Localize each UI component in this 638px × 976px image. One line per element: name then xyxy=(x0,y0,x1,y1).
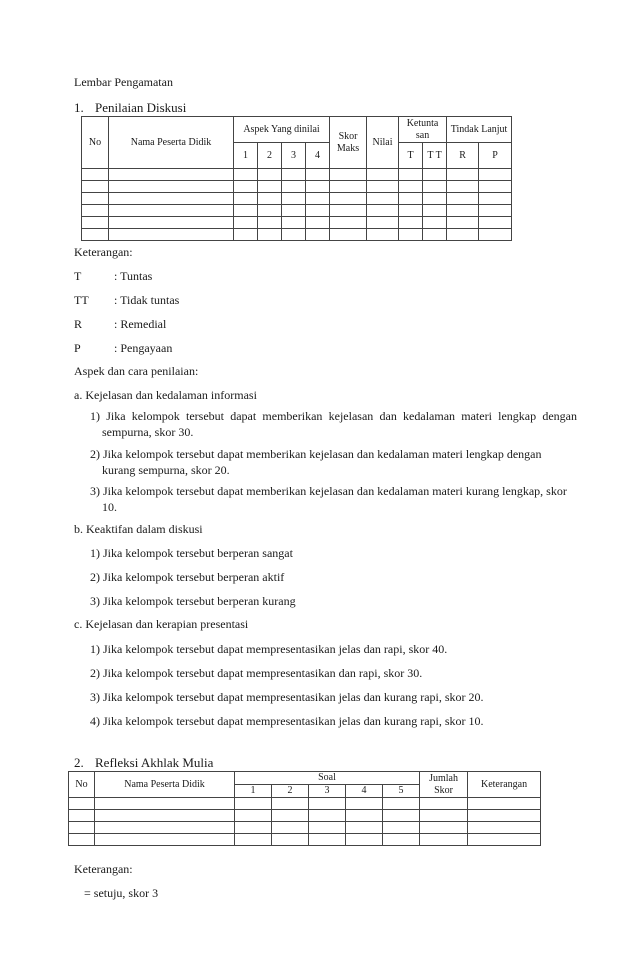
table-cell xyxy=(95,798,235,810)
table-cell xyxy=(346,834,383,846)
aspek-c-title: c. Kejelasan dan kerapian presentasi xyxy=(74,617,249,631)
table-cell xyxy=(420,810,468,822)
table-cell xyxy=(330,205,367,217)
table-cell xyxy=(399,229,423,241)
table-cell xyxy=(282,169,306,181)
keterangan-1-title: Keterangan: xyxy=(74,245,133,259)
table-cell xyxy=(346,798,383,810)
header-tindak-lanjut: Tindak Lanjut xyxy=(447,117,512,143)
legend-desc: : Pengayaan xyxy=(114,341,173,355)
legend-desc: : Tuntas xyxy=(114,269,153,283)
aspek-b-item-1: 1) Jika kelompok tersebut berperan sangat xyxy=(90,546,293,560)
table-cell xyxy=(109,169,234,181)
header-tidak-tuntas: T T xyxy=(423,143,447,169)
section-2-heading xyxy=(74,755,213,771)
table-cell xyxy=(420,834,468,846)
table-cell xyxy=(306,193,330,205)
refleksi-akhlak-table xyxy=(68,771,541,846)
table-cell xyxy=(309,834,346,846)
table-cell xyxy=(447,205,479,217)
table-cell xyxy=(468,834,541,846)
section-2-title: Refleksi Akhlak Mulia xyxy=(95,755,214,770)
table-cell xyxy=(306,169,330,181)
table-cell xyxy=(82,205,109,217)
table-row xyxy=(82,181,512,193)
table-cell xyxy=(234,229,258,241)
table-cell xyxy=(235,810,272,822)
table-cell xyxy=(234,181,258,193)
header-skor-maks: Skor Maks xyxy=(330,117,367,169)
table-cell xyxy=(367,193,399,205)
table-cell xyxy=(447,193,479,205)
header-remedial: R xyxy=(447,143,479,169)
header-ketuntasan: Ketunta san xyxy=(399,117,447,143)
table-cell xyxy=(383,810,420,822)
table-cell xyxy=(479,229,512,241)
header-nama-peserta: Nama Peserta Didik xyxy=(109,117,234,169)
table-cell xyxy=(272,798,309,810)
table-cell xyxy=(282,205,306,217)
legend-code: R xyxy=(74,317,83,331)
table-cell xyxy=(306,181,330,193)
table-cell xyxy=(330,229,367,241)
table-cell xyxy=(383,834,420,846)
table-cell xyxy=(69,834,95,846)
aspek-a-item-1: 1) Jika kelompok tersebut dapat memberikan kejelasan dan kedalaman materi lengkap dengan sempurna, skor 30. xyxy=(90,409,577,439)
header-soal-2: 2 xyxy=(272,785,309,798)
table-cell xyxy=(258,205,282,217)
table-row xyxy=(82,205,512,217)
table-cell xyxy=(447,181,479,193)
aspek-a-title: a. Kejelasan dan kedalaman informasi xyxy=(74,388,257,402)
table-cell xyxy=(282,193,306,205)
table-cell xyxy=(399,193,423,205)
header-aspek: Aspek Yang dinilai xyxy=(234,117,330,143)
table-cell xyxy=(367,205,399,217)
table-row xyxy=(82,169,512,181)
table-cell xyxy=(306,205,330,217)
legend-code: T xyxy=(74,269,82,283)
table-cell xyxy=(258,217,282,229)
table-cell xyxy=(95,834,235,846)
table-cell xyxy=(479,181,512,193)
aspek-c-item-4: 4) Jika kelompok tersebut dapat mempresentasikan jelas dan kurang rapi, skor 10. xyxy=(90,714,484,728)
table-cell xyxy=(330,169,367,181)
table-cell xyxy=(282,217,306,229)
header-aspek-4: 4 xyxy=(306,143,330,169)
table-cell xyxy=(109,217,234,229)
table-cell xyxy=(468,798,541,810)
table-cell xyxy=(309,798,346,810)
table-cell xyxy=(423,217,447,229)
header-soal-4: 4 xyxy=(346,785,383,798)
table-row xyxy=(69,810,541,822)
table-cell xyxy=(309,822,346,834)
table-cell xyxy=(330,193,367,205)
table-cell xyxy=(468,822,541,834)
table-cell xyxy=(258,181,282,193)
table-cell xyxy=(330,217,367,229)
keterangan-2-title: Keterangan: xyxy=(74,862,133,876)
table-cell xyxy=(420,798,468,810)
keterangan-2-item: = setuju, skor 3 xyxy=(84,886,159,900)
table-row xyxy=(69,798,541,810)
header-jumlah-skor: Jumlah Skor xyxy=(420,772,468,798)
table-cell xyxy=(423,181,447,193)
aspek-b-item-3: 3) Jika kelompok tersebut berperan kurang xyxy=(90,594,296,608)
table-cell xyxy=(282,229,306,241)
header-nama-peserta: Nama Peserta Didik xyxy=(95,772,235,798)
table-cell xyxy=(346,810,383,822)
table-cell xyxy=(330,181,367,193)
table-cell xyxy=(479,217,512,229)
aspek-a-item-2: 2) Jika kelompok tersebut dapat memberikan kejelasan dan kedalaman materi lengkap dengan kurang sempurna, skor 20. xyxy=(90,447,542,477)
table-cell xyxy=(399,217,423,229)
aspek-b-title: b. Keaktifan dalam diskusi xyxy=(74,522,203,536)
table-cell xyxy=(82,229,109,241)
legend-code: P xyxy=(74,341,81,355)
table-cell xyxy=(234,169,258,181)
table-cell xyxy=(309,810,346,822)
table-cell xyxy=(399,181,423,193)
table-cell xyxy=(346,822,383,834)
table-cell xyxy=(447,217,479,229)
table-cell xyxy=(479,193,512,205)
table-cell xyxy=(235,798,272,810)
table-cell xyxy=(383,798,420,810)
legend-desc: : Remedial xyxy=(114,317,167,331)
table-cell xyxy=(95,810,235,822)
table-cell xyxy=(82,217,109,229)
table-row xyxy=(82,193,512,205)
table-cell xyxy=(82,169,109,181)
table-cell xyxy=(235,834,272,846)
table-row xyxy=(69,834,541,846)
table-cell xyxy=(82,193,109,205)
table-cell xyxy=(258,193,282,205)
header-soal-5: 5 xyxy=(383,785,420,798)
penilaian-diskusi-table xyxy=(81,116,512,241)
table-cell xyxy=(367,229,399,241)
table-cell xyxy=(272,810,309,822)
table-cell xyxy=(272,834,309,846)
table-cell xyxy=(258,169,282,181)
table-cell xyxy=(367,181,399,193)
table-cell xyxy=(234,217,258,229)
aspek-a-item-3: 3) Jika kelompok tersebut dapat memberikan kejelasan dan kedalaman materi kurang lengkap, skor 10. xyxy=(90,484,567,514)
header-keterangan: Keterangan xyxy=(468,772,541,798)
table-cell xyxy=(69,810,95,822)
table-cell xyxy=(479,205,512,217)
section-1-title: Penilaian Diskusi xyxy=(95,100,187,115)
header-no: No xyxy=(69,772,95,798)
aspek-b-item-2: 2) Jika kelompok tersebut berperan aktif xyxy=(90,570,285,584)
table-cell xyxy=(423,193,447,205)
table-cell xyxy=(399,169,423,181)
header-no: No xyxy=(82,117,109,169)
legend-desc: : Tidak tuntas xyxy=(114,293,180,307)
table-cell xyxy=(109,229,234,241)
table-cell xyxy=(468,810,541,822)
header-tuntas: T xyxy=(399,143,423,169)
table-cell xyxy=(447,169,479,181)
table-cell xyxy=(306,217,330,229)
table-cell xyxy=(234,205,258,217)
table-cell xyxy=(95,822,235,834)
table-cell xyxy=(282,181,306,193)
header-soal-1: 1 xyxy=(235,785,272,798)
aspek-c-item-2: 2) Jika kelompok tersebut dapat mempresentasikan dan rapi, skor 30. xyxy=(90,666,423,680)
table-cell xyxy=(420,822,468,834)
table-cell xyxy=(423,205,447,217)
table-cell xyxy=(423,229,447,241)
header-soal-3: 3 xyxy=(309,785,346,798)
table-cell xyxy=(258,229,282,241)
table-cell xyxy=(447,229,479,241)
header-aspek-3: 3 xyxy=(282,143,306,169)
table-cell xyxy=(235,822,272,834)
section-1-heading xyxy=(74,100,186,116)
table-cell xyxy=(479,169,512,181)
table-cell xyxy=(109,205,234,217)
section-1-number: 1. xyxy=(74,100,84,115)
table-row xyxy=(69,822,541,834)
header-nilai: Nilai xyxy=(367,117,399,169)
table-cell xyxy=(383,822,420,834)
aspek-c-item-1: 1) Jika kelompok tersebut dapat mempresentasikan jelas dan rapi, skor 40. xyxy=(90,642,448,656)
document-title: Lembar Pengamatan xyxy=(74,75,173,89)
table-cell xyxy=(306,229,330,241)
aspek-title: Aspek dan cara penilaian: xyxy=(74,364,199,378)
legend-code: TT xyxy=(74,293,89,307)
table-row xyxy=(82,217,512,229)
table-cell xyxy=(109,193,234,205)
table-row xyxy=(82,229,512,241)
table-cell xyxy=(109,181,234,193)
table-cell xyxy=(82,181,109,193)
header-aspek-2: 2 xyxy=(258,143,282,169)
table-cell xyxy=(399,205,423,217)
table-cell xyxy=(272,822,309,834)
header-aspek-1: 1 xyxy=(234,143,258,169)
header-soal: Soal xyxy=(235,772,420,785)
header-pengayaan: P xyxy=(479,143,512,169)
table-cell xyxy=(234,193,258,205)
table-cell xyxy=(69,798,95,810)
section-2-number: 2. xyxy=(74,755,84,770)
table-cell xyxy=(367,217,399,229)
table-cell xyxy=(423,169,447,181)
table-cell xyxy=(69,822,95,834)
aspek-c-item-3: 3) Jika kelompok tersebut dapat mempresentasikan jelas dan kurang rapi, skor 20. xyxy=(90,690,484,704)
table-cell xyxy=(367,169,399,181)
